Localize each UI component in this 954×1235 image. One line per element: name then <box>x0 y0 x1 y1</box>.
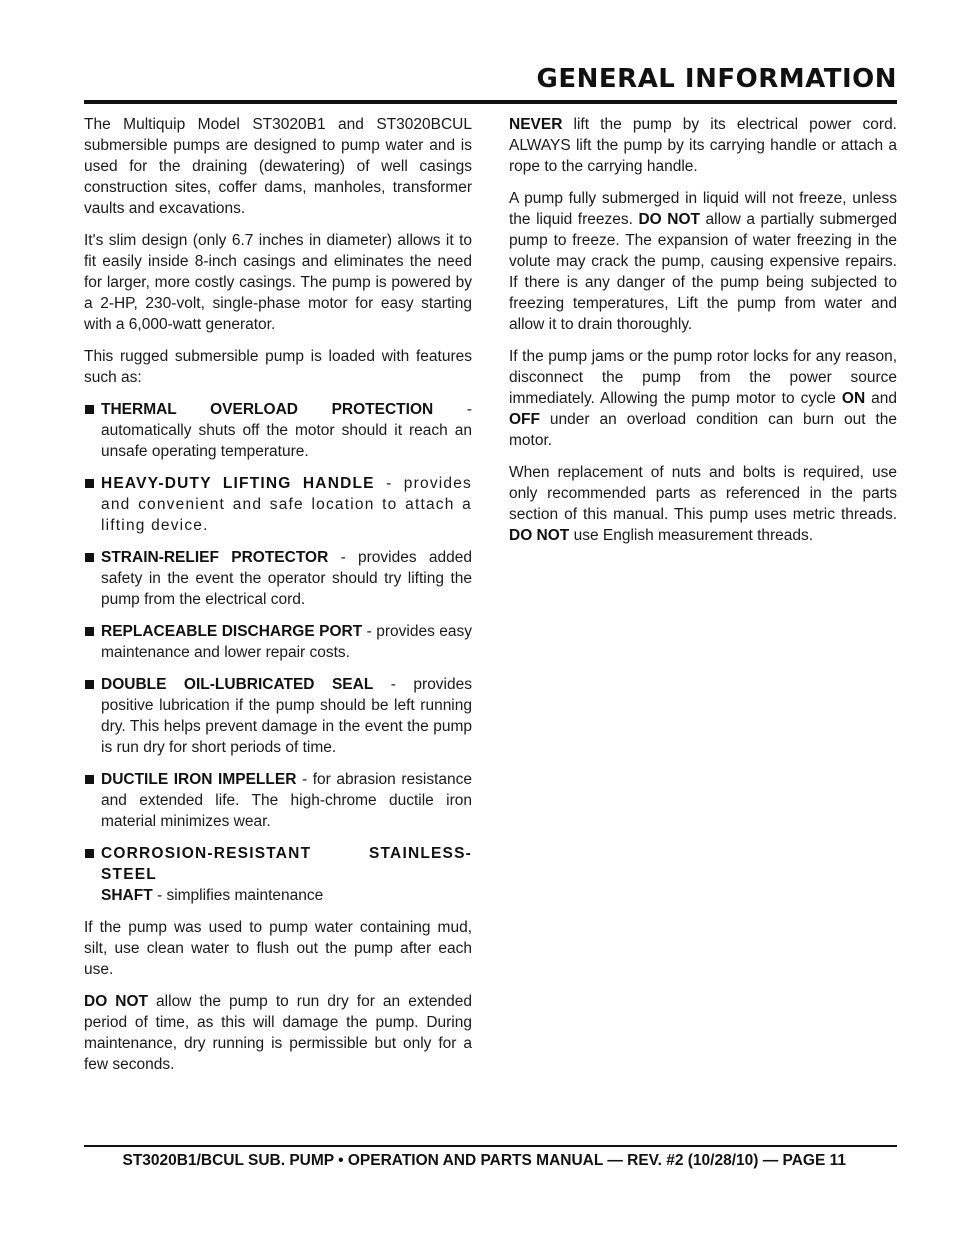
feature-text: - provides positive lubrication if the pump should be left running dry. This helps prevent damage in the event the pump is run dry for short periods of time. <box>101 676 472 756</box>
feature-text: - simplifies maintenance <box>152 887 324 904</box>
square-bullet-icon <box>85 775 94 784</box>
square-bullet-icon <box>85 680 94 689</box>
off-keyword: OFF <box>509 411 540 428</box>
title-rule <box>84 100 897 104</box>
footer-rule <box>84 1145 897 1147</box>
feature-text: - provides easy maintenance and lower repair costs. <box>101 623 472 661</box>
feature-item <box>84 473 472 536</box>
replacement-paragraph <box>509 462 897 546</box>
jam-text-and: and <box>865 390 897 407</box>
jam-text-b: under an overload condition can burn out the motor. <box>509 411 897 449</box>
feature-title: CORROSION-RESISTANT STAINLESS-STEEL <box>101 845 472 883</box>
replacement-text-b: use English measurement threads. <box>569 527 814 544</box>
warning-keyword: DO NOT <box>84 993 149 1010</box>
right-column <box>509 114 897 557</box>
square-bullet-icon <box>85 849 94 858</box>
square-bullet-icon <box>85 405 94 414</box>
page-footer: ST3020B1/BCUL SUB. PUMP • OPERATION AND PARTS MANUAL — REV. #2 (10/28/10) — PAGE 11 <box>122 1152 846 1169</box>
freezing-text-b: allow a partially submerged pump to freeze. The expansion of water freezing in the volute may crack the pump, causing expensive repairs. If there is any danger of the pump being subjected to freezing temperatures, Lift the pump from water and allow it to drain thoroughly. <box>509 211 897 333</box>
feature-text: - automatically shuts off the motor should it reach an unsafe operating temperature. <box>101 401 472 460</box>
page-title: GENERAL INFORMATION <box>536 64 897 94</box>
feature-item <box>84 843 472 906</box>
square-bullet-icon <box>85 479 94 488</box>
jam-paragraph <box>509 346 897 451</box>
warning-keyword: NEVER <box>509 116 563 133</box>
warning-keyword: DO NOT <box>509 527 570 544</box>
feature-title: HEAVY-DUTY LIFTING HANDLE <box>101 475 375 492</box>
dry-run-text: allow the pump to run dry for an extended period of time, as this will damage the pump. During maintenance, dry running is permissible but only for a few seconds. <box>84 993 472 1073</box>
feature-title: STRAIN-RELIEF PROTECTOR <box>101 549 329 566</box>
feature-text: - for abrasion resistance and extended life. The high-chrome ductile iron material minimizes wear. <box>101 771 473 830</box>
intro-paragraph: The Multiquip Model ST3020B1 and ST3020BCUL submersible pumps are designed to pump water and is used for the draining (dewatering) of well casings construction sites, coffer dams, manholes, transformer vaults and excavations. <box>84 116 472 217</box>
on-keyword: ON <box>841 390 866 407</box>
feature-text: - provides added safety in the event the operator should try lifting the pump from the electrical cord. <box>101 549 472 608</box>
features-intro: This rugged submersible pump is loaded with features such as: <box>84 348 472 386</box>
feature-item <box>84 769 472 832</box>
feature-title: THERMAL OVERLOAD PROTECTION <box>101 401 434 418</box>
feature-title-cont: SHAFT <box>101 887 153 904</box>
warning-keyword: DO NOT <box>638 211 700 228</box>
feature-item <box>84 547 472 610</box>
feature-list <box>84 399 472 906</box>
feature-title: DOUBLE OIL-LUBRICATED SEAL <box>101 676 374 693</box>
jam-text-a: If the pump jams or the pump rotor locks for any reason, disconnect the pump from the power source immediately. Allowing the pump motor to cycle <box>509 348 897 407</box>
feature-item <box>84 399 472 462</box>
left-column <box>84 114 472 1086</box>
feature-item <box>84 674 472 758</box>
square-bullet-icon <box>85 627 94 636</box>
flush-paragraph: If the pump was used to pump water containing mud, silt, use clean water to flush out the pump after each use. <box>84 919 472 978</box>
lifting-text: lift the pump by its electrical power cord. ALWAYS lift the pump by its carrying handle or attach a rope to the carrying handle. <box>509 116 897 175</box>
square-bullet-icon <box>85 553 94 562</box>
freezing-paragraph <box>509 188 897 335</box>
feature-item <box>84 621 472 663</box>
replacement-text-a: When replacement of nuts and bolts is required, use only recommended parts as referenced in the parts section of this manual. This pump uses metric threads. <box>509 464 897 523</box>
freezing-text-a: A pump fully submerged in liquid will not freeze, unless the liquid freezes. <box>509 190 897 228</box>
feature-text: - provides and convenient and safe location to attach a lifting device. <box>101 475 472 534</box>
feature-title: REPLACEABLE DISCHARGE PORT <box>101 623 363 640</box>
design-paragraph: It's slim design (only 6.7 inches in diameter) allows it to fit easily inside 8-inch casings and eliminates the need for larger, more costly casings. The pump is powered by a 2-HP, 230-volt, single-phase motor for easy starting with a 6,000-watt generator. <box>84 232 472 333</box>
lifting-paragraph <box>509 114 897 177</box>
dry-run-paragraph <box>84 991 472 1075</box>
feature-title: DUCTILE IRON IMPELLER <box>101 771 297 788</box>
